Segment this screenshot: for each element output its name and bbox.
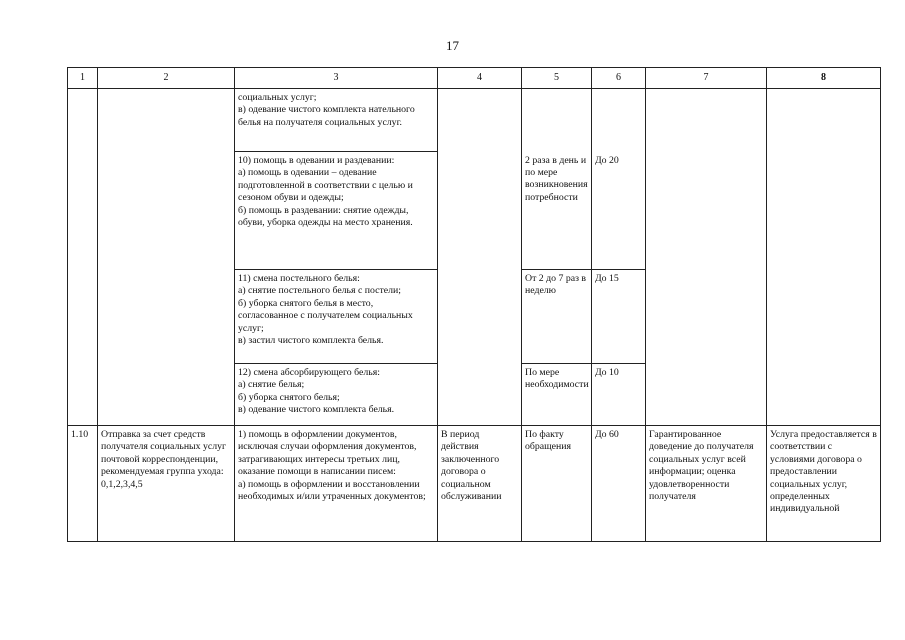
- column-header: 3: [235, 68, 438, 89]
- column-header: 1: [68, 68, 98, 89]
- table-row: [68, 426, 881, 542]
- table-cell: До 15: [592, 270, 646, 364]
- table-cell: 1) помощь в оформлении документов, исключая случаи оформления документов, затрагивающих интересы третьих лиц, оказание помощи в написании писем: а) помощь в оформлении и восстановлении необходимых и/или утраченных документов;: [235, 426, 438, 542]
- table-cell: [767, 89, 881, 426]
- table-cell: 11) смена постельного белья: а) снятие постельного белья с постели; б) уборка снятого белья в место, согласованное с получателем социальных услуг; в) застил чистого комплекта белья.: [235, 270, 438, 364]
- table-cell: До 60: [592, 426, 646, 542]
- table-cell: 10) помощь в одевании и раздевании: а) помощь в одевании – одевание подготовленной в соответствии с целью и сезоном обуви и одежды; б) помощь в раздевании: снятие одежды, обуви, уборка одежды на место хранения.: [235, 152, 438, 270]
- table-cell: 1.10: [68, 426, 98, 542]
- column-header: 2: [98, 68, 235, 89]
- table-cell: [592, 89, 646, 152]
- services-table: [67, 67, 881, 542]
- table-cell: [646, 89, 767, 426]
- table-cell: [68, 89, 98, 426]
- page-number: 17: [446, 38, 459, 53]
- table-cell: 12) смена абсорбирующего белья: а) снятие белья; б) уборка снятого белья; в) одевание чистого комплекта белья.: [235, 364, 438, 426]
- column-header: 8: [767, 68, 881, 89]
- table-cell: [438, 89, 522, 426]
- table-cell: Гарантированное доведение до получателя социальных услуг всей информации; оценка удовлетворенности получателя: [646, 426, 767, 542]
- table-cell: 2 раза в день и по мере возникновения потребности: [522, 152, 592, 270]
- column-header: 6: [592, 68, 646, 89]
- column-header: 5: [522, 68, 592, 89]
- table-cell: [98, 89, 235, 426]
- table-cell: По мере необходимости: [522, 364, 592, 426]
- table-cell: В период действия заключенного договора о социальном обслуживании: [438, 426, 522, 542]
- table-cell: [522, 89, 592, 152]
- table-cell: От 2 до 7 раз в неделю: [522, 270, 592, 364]
- table-cell: Отправка за счет средств получателя социальных услуг почтовой корреспонденции, рекомендуемая группа ухода: 0,1,2,3,4,5: [98, 426, 235, 542]
- table-cell: До 10: [592, 364, 646, 426]
- column-header: 7: [646, 68, 767, 89]
- table-header-row: [68, 68, 881, 89]
- table-cell: Услуга предоставляется в соответствии с условиями договора о предоставлении социальных услуг, определенных индивидуальной: [767, 426, 881, 542]
- table-cell: До 20: [592, 152, 646, 270]
- table-row: [68, 89, 881, 152]
- table-cell: По факту обращения: [522, 426, 592, 542]
- column-header: 4: [438, 68, 522, 89]
- table-cell: социальных услуг; в) одевание чистого комплекта нательного белья на получателя социальных услуг.: [235, 89, 438, 152]
